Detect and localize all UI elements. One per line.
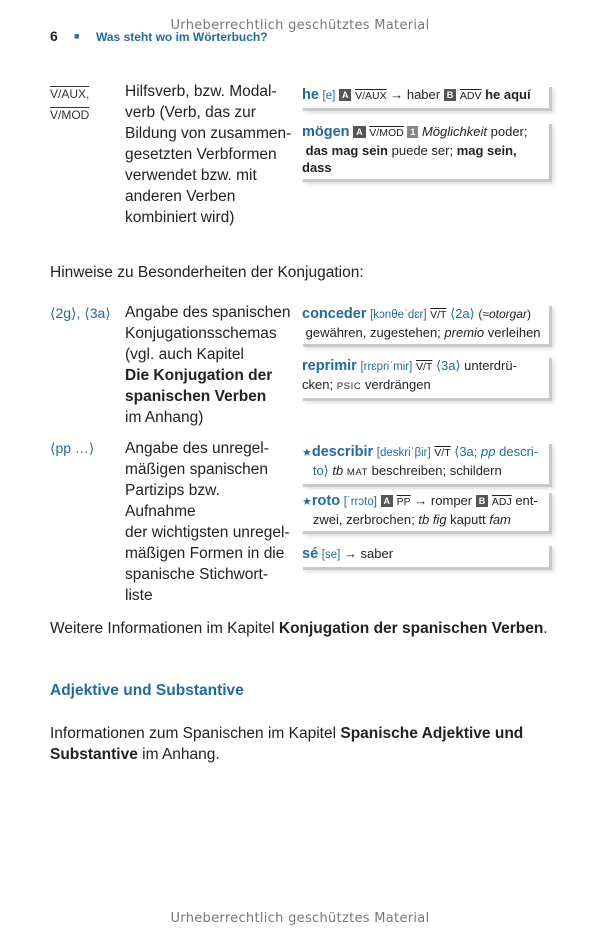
desc-pp [125, 438, 293, 606]
translation: poder; [490, 124, 528, 139]
chapter-ref: Spanische Adjektive und [340, 725, 524, 742]
conjugation-ref: ⟨2a⟩ [450, 306, 475, 321]
label-conj: ⟨2g⟩, ⟨3a⟩ [50, 305, 111, 321]
example-roto [300, 490, 549, 531]
translation: verdrängen [364, 377, 431, 392]
sense-note: Möglichkeit [421, 124, 487, 139]
desc-line: anderen Verben [125, 188, 236, 205]
chapter-ref: Konjugation der spanischen Verben [278, 620, 544, 637]
translation: cken; [302, 377, 334, 392]
watermark-bottom: Urheberrechtlich geschütztes Material [170, 911, 430, 926]
watermark-top: Urheberrechtlich geschütztes Material [170, 18, 430, 33]
translation: zwei, zerbrochen; [312, 512, 415, 527]
marker-a: A [339, 89, 352, 101]
desc-line: mäßigen spanischen [125, 461, 269, 478]
context: premio [444, 325, 485, 340]
desc-line: im Anhang) [125, 409, 204, 426]
marker-a: A [381, 495, 394, 507]
phonetic: [ˈrrɔto] [343, 496, 377, 508]
paren: ) [526, 307, 531, 321]
desc-line: der wichtigsten unregel- [125, 524, 290, 541]
translation: ent- [515, 493, 538, 508]
phonetic: [kɔnθeˈdɛr] [370, 309, 427, 321]
example-moegen [300, 121, 549, 179]
conjugation-ref: ⟨3a; [454, 444, 478, 459]
label-pp: ⟨pp …⟩ [50, 440, 95, 456]
phrase: mag sein, dass [302, 143, 517, 175]
conjugation-ref: ⟨3a⟩ [435, 358, 461, 373]
translation: gewähren, zugestehen; [305, 325, 441, 340]
text: Weitere Informationen im Kapitel [50, 620, 279, 637]
translation: verleihen [487, 325, 541, 340]
marker-a: A [353, 126, 366, 138]
phonetic: [se] [321, 549, 341, 561]
field-label: MAT [346, 467, 369, 478]
participle: to⟩ [312, 463, 329, 478]
pp-marker: pp [481, 444, 496, 459]
abbr: V/AUX [355, 90, 387, 102]
usage-note: tb [332, 463, 344, 478]
participle: descri- [499, 444, 539, 459]
desc-line: liste [125, 587, 153, 604]
text: . [543, 620, 548, 637]
abbr: V/T [434, 447, 451, 459]
desc-line: Partizips bzw. Aufnahme [125, 482, 220, 520]
desc-line: Angabe des spanischen [125, 304, 291, 321]
cross-ref: → romper [414, 493, 473, 508]
example-reprimir [300, 355, 549, 398]
desc-line: mäßigen Formen in die [125, 545, 285, 562]
abbr: $\overline{PP}$ [396, 496, 411, 508]
field-label: PSIC [336, 381, 362, 392]
headword: describir [311, 444, 374, 460]
marker-b: B [444, 89, 457, 101]
star-icon: ★ [302, 447, 312, 459]
desc-line: verwendet bzw. mit [125, 167, 257, 184]
star-icon: ★ [302, 496, 312, 508]
desc-conj [125, 302, 293, 428]
label-vmod-text: V/MOD [50, 108, 90, 122]
example-conceder [300, 303, 549, 344]
usage-note: tb fig [418, 512, 447, 527]
translation: kaputt [450, 512, 486, 527]
marker-1: 1 [407, 126, 418, 138]
example-se [300, 543, 549, 567]
conjugation-intro: Hinweise zu Besonderheiten der Konjugation: [50, 264, 364, 281]
desc-line: Die Konjugation der [125, 367, 273, 384]
abbr: V/T [430, 309, 447, 321]
paren: (≈ [478, 307, 489, 321]
cross-ref: → haber [390, 87, 441, 102]
desc-line: Bildung von zusammen- [125, 125, 292, 142]
marker-b: B [476, 495, 489, 507]
synonym: otorgar [488, 307, 527, 321]
translation: unterdrü- [464, 358, 517, 373]
headword: reprimir [302, 358, 357, 374]
abbr: V/MOD [369, 127, 404, 139]
label-vaux-text: V/AUX, [50, 87, 90, 101]
desc-vaux [125, 81, 293, 228]
more-info [50, 618, 570, 639]
desc-line: Angabe des unregel- [125, 440, 269, 457]
desc-line: spanische Stichwort- [125, 566, 269, 583]
desc-line: verb (Verb, das zur [125, 104, 256, 121]
headword: roto [311, 493, 341, 509]
translation: beschreiben; schildern [371, 463, 502, 478]
desc-line: (vgl. auch Kapitel [125, 346, 244, 363]
desc-line: Hilfsverb, bzw. Modal- [125, 83, 277, 100]
desc-line: Konjugationsschemas [125, 325, 277, 342]
phonetic: [rrɛpriˈmir] [360, 361, 413, 373]
abbr: $\overline{ADJ}$ [491, 496, 512, 508]
phonetic: [deskriˈβir] [376, 447, 431, 459]
header-square-icon: ■ [74, 31, 80, 41]
text: im Anhang. [137, 746, 220, 763]
label-vaux [50, 84, 89, 126]
abbr: V/T [415, 361, 433, 373]
register-note: fam [489, 512, 511, 527]
phonetic: [e] [322, 90, 336, 102]
desc-line: spanischen Verben [125, 388, 267, 405]
phrase: das mag sein [305, 143, 388, 158]
text: Informationen zum Spanischen im Kapitel [50, 725, 341, 742]
headword: conceder [302, 306, 367, 322]
chapter-ref: Substantive [50, 746, 138, 763]
desc-line: gesetzten Verbformen [125, 146, 277, 163]
cross-ref: → saber [343, 546, 394, 561]
headword: he [302, 87, 319, 103]
headword: mögen [302, 124, 350, 140]
adj-info [50, 723, 570, 765]
page-number: 6 [50, 28, 58, 44]
header-title: Was steht wo im Wörterbuch? [96, 30, 268, 44]
translation: puede ser; [391, 143, 454, 158]
example-describir [300, 441, 549, 484]
phrase: he aquí [485, 87, 531, 102]
example-he [300, 84, 549, 108]
headword: sé [302, 546, 319, 562]
abbr: $\overline{ADV}$ [459, 90, 482, 102]
section-heading: Adjektive und Substantive [50, 682, 244, 699]
desc-line: kombiniert wird) [125, 209, 235, 226]
